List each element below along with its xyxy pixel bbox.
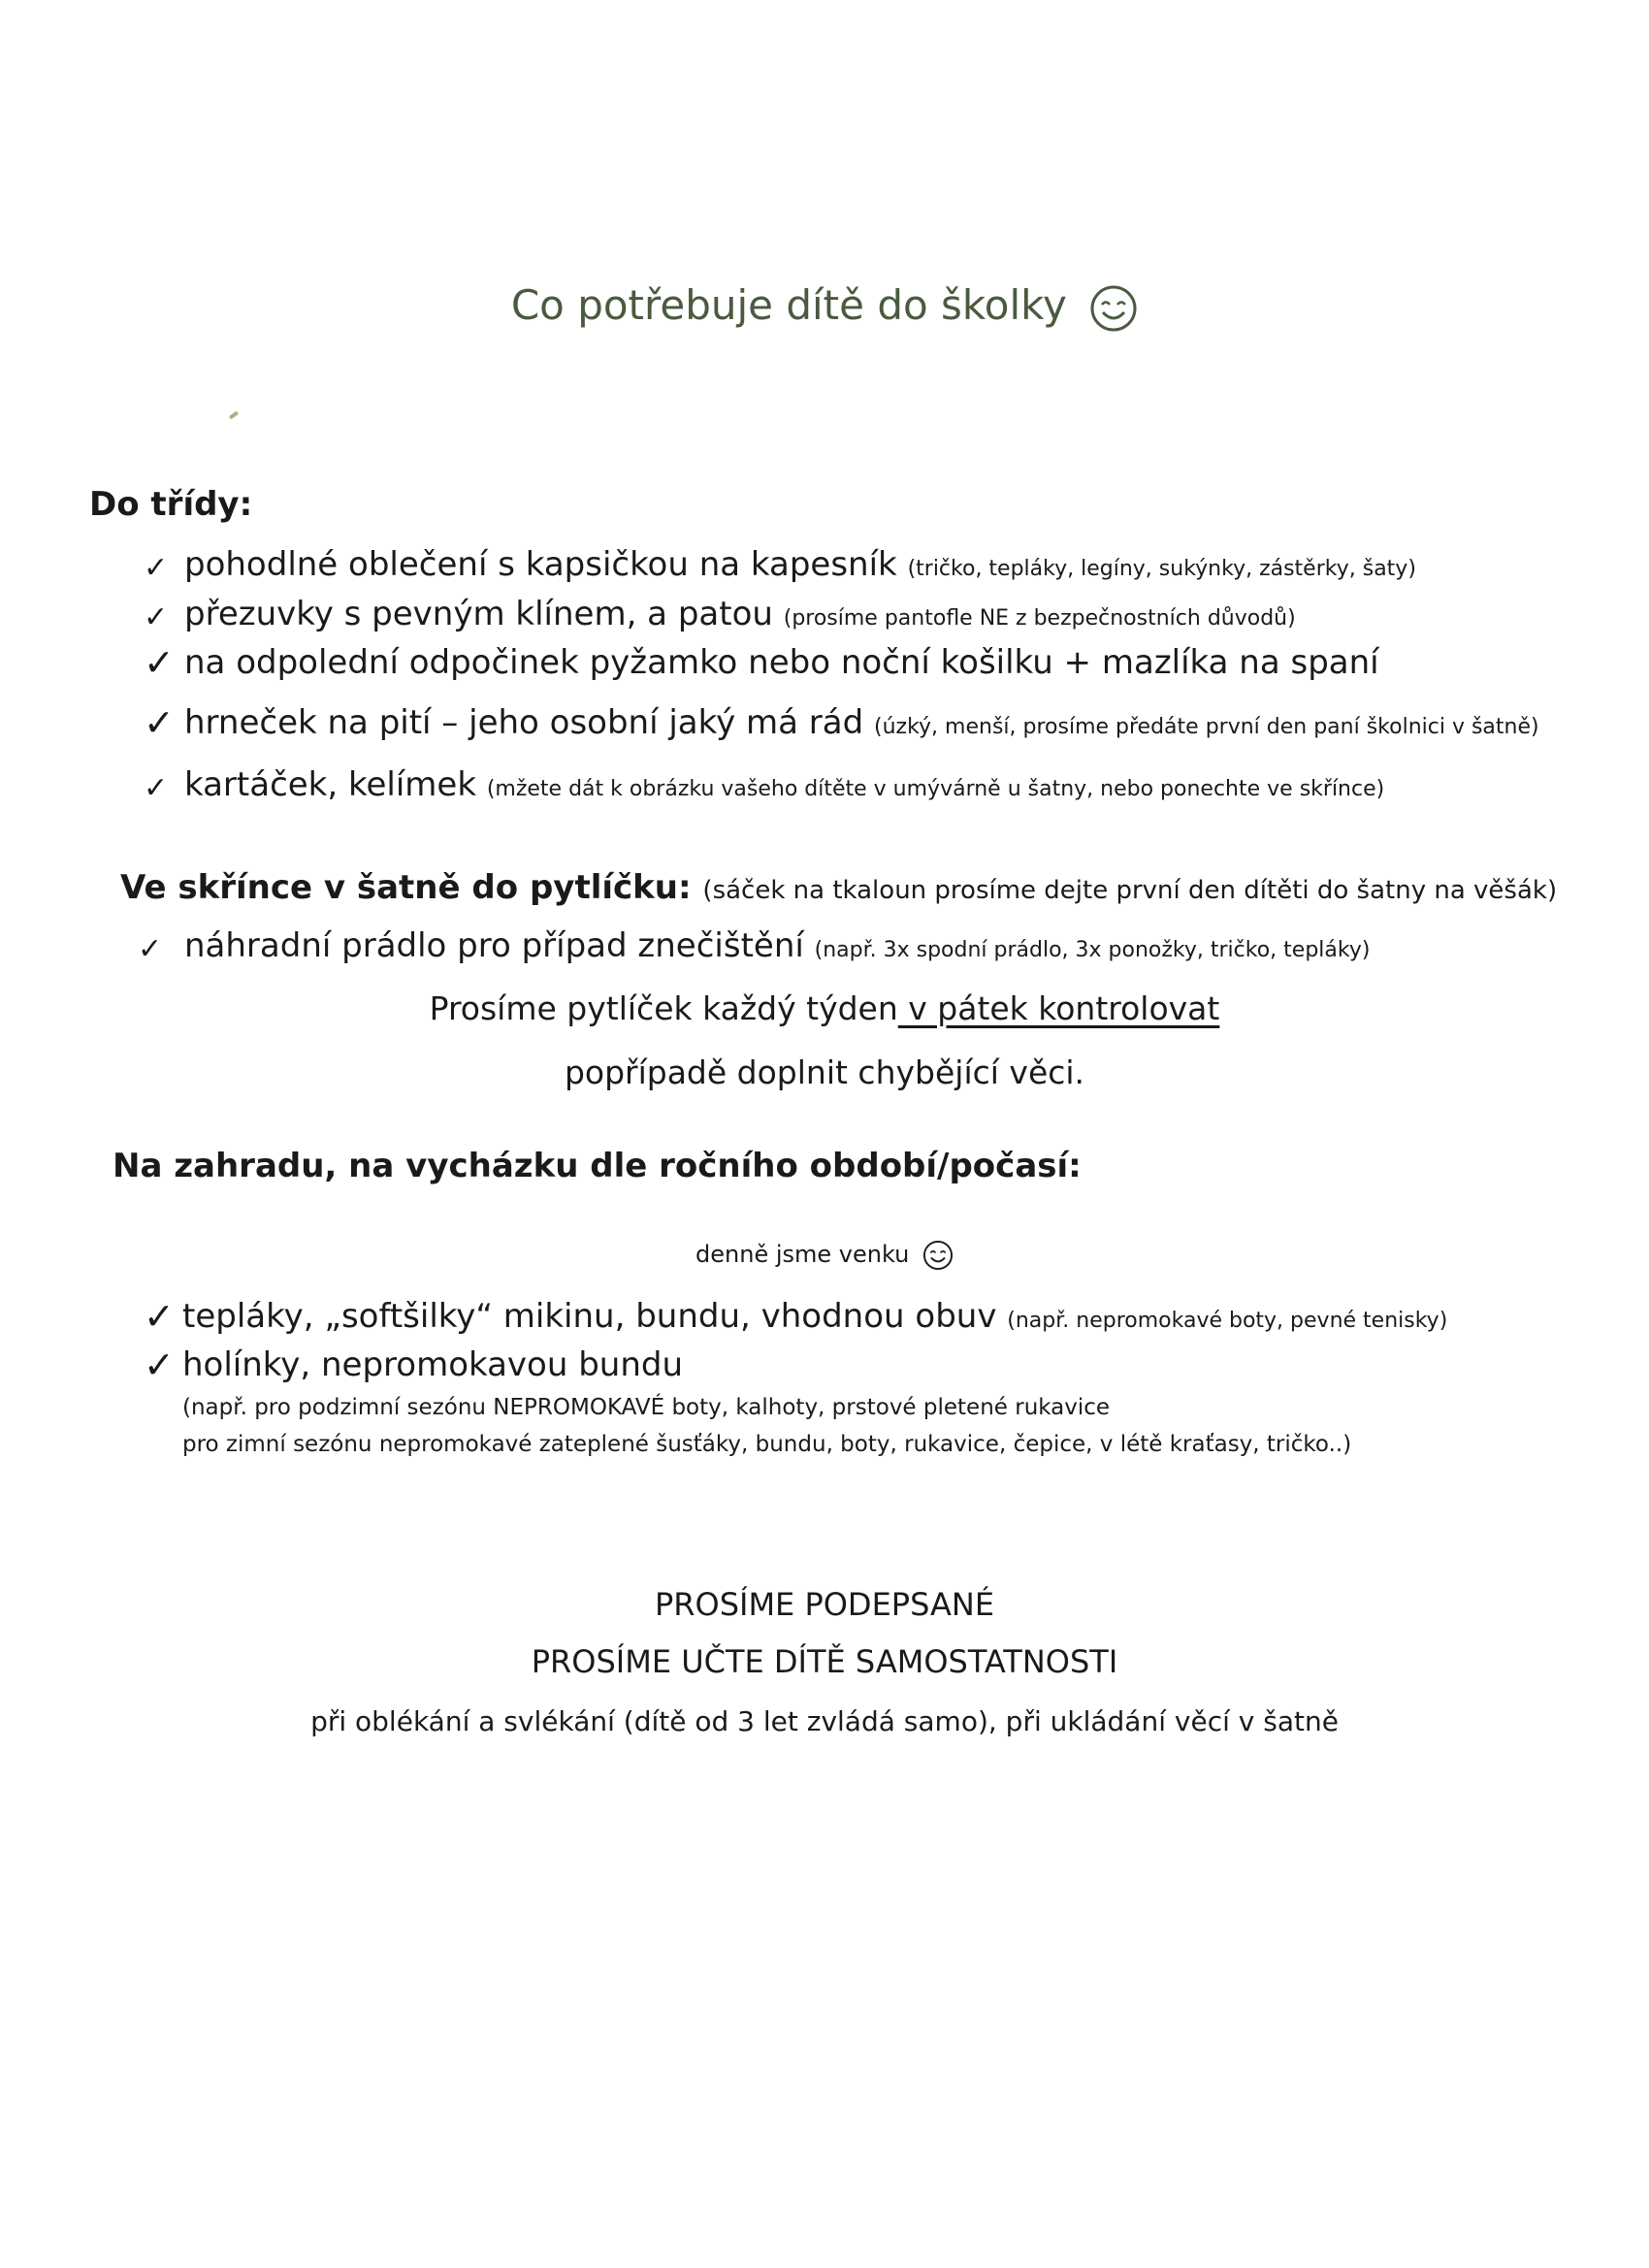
outside-note <box>0 1240 1649 1271</box>
list-item-text: přezuvky s pevným klínem, a patou <box>184 595 773 633</box>
list-item-text: kartáček, kelímek <box>184 765 477 804</box>
list-item-note: (např. nepromokavé boty, pevné tenisky) <box>1007 1309 1448 1333</box>
list-item-text: hrneček na pití – jeho osobní jaký má rád <box>184 703 864 742</box>
list-item-subnote <box>182 1389 1351 1463</box>
checkmark-icon: ✓ <box>144 1344 175 1386</box>
checkmark-icon: ✓ <box>144 641 175 684</box>
list-item-note: (tričko, tepláky, legíny, sukýnky, zástěrky, šaty) <box>907 557 1416 581</box>
list-item-note: (úzký, menší, prosíme předáte první den paní školnici v šatně) <box>874 715 1539 739</box>
list-item-note: (mžete dát k obrázku vašeho dítěte v umývárně u šatny, nebo ponechte ve skřínce) <box>486 777 1385 801</box>
list-item-note: (prosíme pantofle NE z bezpečnostních důvodů) <box>783 606 1296 631</box>
section-heading-text: Ve skřínce v šatně do pytlíčku: <box>120 868 692 907</box>
list-item-text: na odpolední odpočinek pyžamko nebo noční košilku + mazlíka na spaní <box>184 643 1379 682</box>
section-heading-skrinka <box>120 868 1557 907</box>
list-item <box>144 545 1416 585</box>
checkmark-icon: ✓ <box>144 771 169 805</box>
list-item <box>144 641 1379 684</box>
list-item <box>144 1344 684 1386</box>
footer-line-independence: PROSÍME UČTE DÍTĚ SAMOSTATNOSTI <box>531 1643 1118 1680</box>
list-item <box>144 595 1296 634</box>
subnote-line: pro zimní sezónu nepromokavé zateplené šusťáky, bundu, boty, rukavice, čepice, v létě kraťasy, tričko..) <box>182 1432 1352 1457</box>
list-item <box>144 765 1385 805</box>
page-title-text: Co potřebuje dítě do školky <box>510 281 1067 329</box>
list-item-text: náhradní prádlo pro případ znečištění <box>184 926 804 965</box>
footer-line-signed: PROSÍME PODEPSANÉ <box>654 1586 995 1623</box>
outside-note-text: denně jsme venku <box>695 1241 910 1268</box>
section-heading-do-tridy: Do třídy: <box>89 485 253 524</box>
reminder-line-2: popřípadě doplnit chybějící věci. <box>564 1053 1085 1091</box>
section-heading-note: (sáček na tkaloun prosíme dejte první den dítěti do šatny na věšák) <box>702 876 1558 905</box>
smiley-icon <box>922 1240 954 1271</box>
list-item-note: (např. 3x spodní prádlo, 3x ponožky, tričko, tepláky) <box>814 938 1371 962</box>
page-title <box>0 281 1649 333</box>
smiley-icon <box>1089 284 1138 333</box>
footer-line-details: při oblékání a svlékání (dítě od 3 let zvládá samo), při ukládání věcí v šatně <box>310 1705 1339 1737</box>
list-item-text: holínky, nepromokavou bundu <box>182 1345 684 1384</box>
checkmark-icon: ✓ <box>144 1295 175 1338</box>
checkmark-icon: ✓ <box>144 551 169 585</box>
checkmark-icon: ✓ <box>138 932 163 966</box>
section-heading-zahrada: Na zahradu, na vycházku dle ročního období/počasí: <box>113 1147 1082 1185</box>
checkmark-icon: ✓ <box>144 701 175 744</box>
list-item <box>144 1295 1448 1338</box>
list-item <box>138 926 1371 966</box>
reminder-line-1 <box>0 989 1649 1027</box>
list-item-text: tepláky, „softšilky“ mikinu, bundu, vhodnou obuv <box>182 1297 997 1336</box>
list-item-text: pohodlné oblečení s kapsičkou na kapesník <box>184 545 897 584</box>
reminder-text: Prosíme pytlíček každý týden <box>429 989 898 1027</box>
reminder-underlined-text: v pátek kontrolovat <box>897 989 1220 1027</box>
checkmark-icon: ✓ <box>144 600 169 634</box>
subnote-line: (např. pro podzimní sezónu NEPROMOKAVÉ boty, kalhoty, prstové pletené rukavice <box>182 1395 1111 1420</box>
scan-speck <box>229 410 239 419</box>
list-item <box>144 701 1539 744</box>
